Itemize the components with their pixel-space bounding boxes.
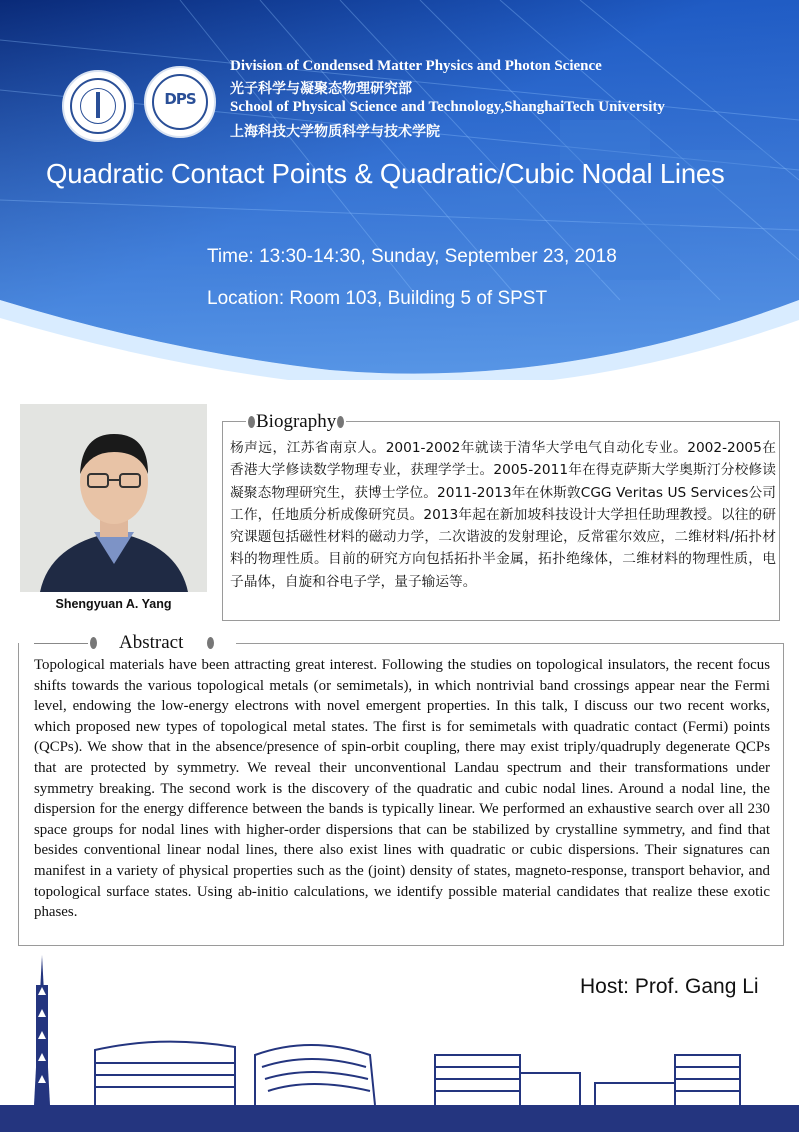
talk-location: Location: Room 103, Building 5 of SPST xyxy=(207,288,548,309)
biography-text: 杨声远，江苏省南京人。2001-2002年就读于清华大学电气自动化专业。2002-2005在香港大学修读数学物理专业，获理学学士。2005-2011年在得克萨斯大学奥斯汀分校修读凝聚态物理研究生，获博士学位。2011-2013年在休斯敦CGG Veritas US Services公司工作，任地质分析成像研究员。2013年起在新加坡科技设计大学担任助理教授。以往的研究课题包括磁性材料的磁动力学，二次谐波的发射理论，反常霍尔效应，二维材料/拓扑材料的物理性质。目前的研究方向包括拓扑半金属，拓扑绝缘体，二维材料的物理性质，电子晶体，自旋和谷电子学，量子输运等。 xyxy=(230,440,776,590)
speaker-name: Shengyuan A. Yang xyxy=(55,597,172,611)
dps-logo-text: DPS xyxy=(164,90,196,108)
header-banner xyxy=(0,0,799,380)
abstract-text: Topological materials have been attracting great interest. Following the studies on topological insulators, the recent focus shifts towards the various topological metals (or semimetals), in which nontrivial band crossings appear near the Fermi level, endowing the low-energy electrons with novel emergent properties. In this talk, I discuss our two recent works, which proposed new types of topological metal states. The first is for semimetals with quadratic contact (Fermi) points (QCPs). We show that in the absence/presence of spin-orbit coupling, there may exist triply/quadruply degenerate QCPs that are protected by symmetry. We reveal their unconventional Landau spectrum and their transformations under symmetry breaking. The second work is the discovery of the quadratic and cubic nodal lines. Around a nodal line, the dispersion for the energy difference between the bands is typically linear. We performed an exhaustive search over all 230 space groups for nodal lines with higher-order dispersions that can be stabilized by crystalline symmetry, and find that besides conventional linear nodal lines, there also exist lines with quadratic or cubic dispersions. Their signatures can manifest in a variety of physical properties such as the (joint) density of states, magneto-response, transport behavior, and topological surface states. Using ab-initio calculations, we identify possible material candidates that realize these exotic phases. xyxy=(34,657,770,921)
bullet-dot-icon xyxy=(337,416,344,428)
biography-heading: Biography xyxy=(256,411,337,432)
division-english: Division of Condensed Matter Physics and Photon Science xyxy=(230,58,602,74)
talk-time: Time: 13:30-14:30, Sunday, September 23, 2018 xyxy=(207,246,617,267)
speaker-photo xyxy=(20,404,207,592)
bullet-dot-icon xyxy=(207,637,214,649)
bullet-dot-icon xyxy=(90,637,97,649)
host-line: Host: Prof. Gang Li xyxy=(580,975,759,998)
dps-logo xyxy=(144,66,216,138)
school-chinese: 上海科技大学物质科学与技术学院 xyxy=(230,124,440,140)
division-chinese: 光子科学与凝聚态物理研究部 xyxy=(230,81,412,97)
abstract-heading: Abstract xyxy=(119,632,184,653)
school-english: School of Physical Science and Technology,ShanghaiTech University xyxy=(230,99,665,115)
banner-background xyxy=(0,0,799,380)
abstract-rule-right xyxy=(236,643,784,644)
bullet-dot-icon xyxy=(248,416,255,428)
talk-title: Quadratic Contact Points & Quadratic/Cubic Nodal Lines xyxy=(46,158,725,189)
biography-heading-group xyxy=(246,411,346,433)
abstract-heading-group xyxy=(90,632,214,654)
abstract-rule-left xyxy=(34,643,88,644)
shanghaitech-logo xyxy=(62,70,134,142)
campus-skyline-illustration xyxy=(0,955,799,1132)
